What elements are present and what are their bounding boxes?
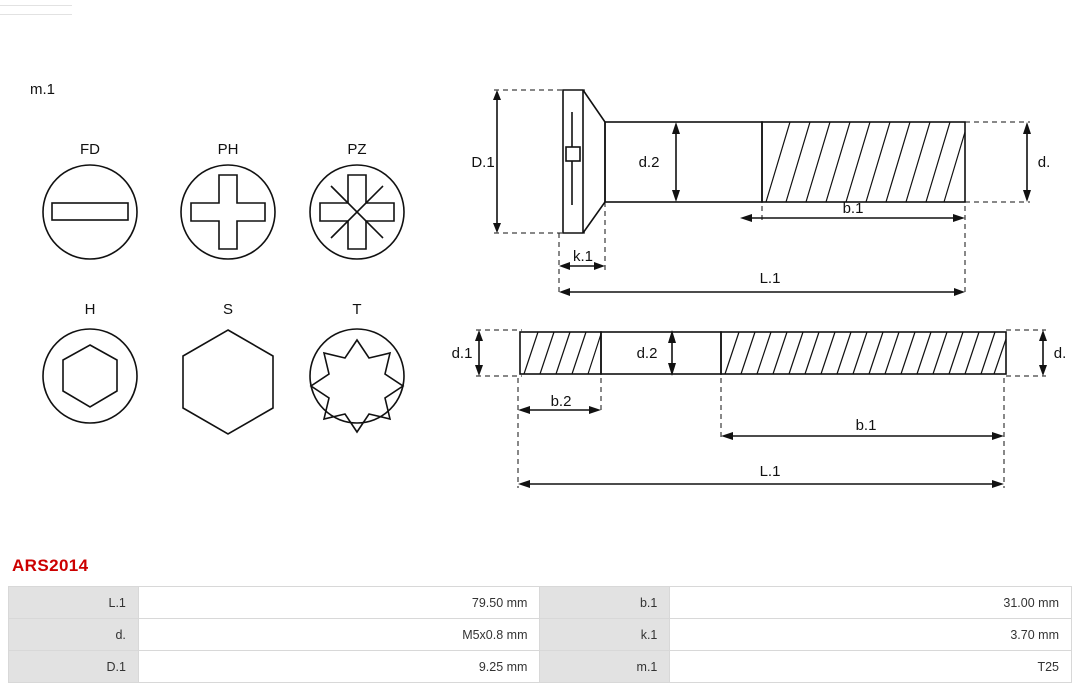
drive-code-t: T	[352, 301, 362, 318]
dim-L1-stud: L.1	[759, 463, 781, 480]
dim-k1-screw: k.1	[572, 248, 594, 265]
table-row	[9, 651, 1072, 683]
spec-value: 9.25 mm	[138, 651, 540, 683]
spec-value: 79.50 mm	[138, 587, 540, 619]
dim-b1-stud: b.1	[855, 417, 877, 434]
drive-code-h: H	[84, 301, 96, 318]
slotted-drive-icon	[43, 165, 137, 259]
dim-d-screw: d.	[1037, 154, 1051, 171]
table-row	[9, 619, 1072, 651]
drive-code-s: S	[222, 301, 234, 318]
part-number: ARS2014	[12, 556, 89, 575]
dim-d2-screw: d.2	[638, 154, 660, 171]
hex-socket-drive-icon	[43, 329, 137, 423]
spec-key: D.1	[9, 651, 139, 683]
spec-key: d.	[9, 619, 139, 651]
spec-value: T25	[670, 651, 1072, 683]
spec-key: b.1	[540, 587, 670, 619]
countersunk-screw-drawing	[471, 90, 1050, 296]
phillips-drive-icon	[181, 165, 275, 259]
dim-L1-screw: L.1	[759, 270, 781, 287]
spec-value: 31.00 mm	[670, 587, 1072, 619]
spec-key: L.1	[9, 587, 139, 619]
torx-drive-icon	[310, 329, 404, 432]
spec-value: 3.70 mm	[670, 619, 1072, 651]
spec-key: m.1	[540, 651, 670, 683]
dim-d1-stud: d.1	[451, 345, 473, 362]
dim-b2-stud: b.2	[550, 393, 572, 410]
pozidriv-drive-icon	[310, 165, 404, 259]
m1-label: m.1	[30, 81, 56, 98]
spec-value: M5x0.8 mm	[138, 619, 540, 651]
table-row	[9, 587, 1072, 619]
dim-d-stud: d.	[1053, 345, 1067, 362]
hex-head-drive-icon	[183, 330, 273, 434]
spec-key: k.1	[540, 619, 670, 651]
dim-D1-screw: D.1	[471, 154, 495, 171]
stud-drawing	[452, 330, 1067, 488]
specifications-table	[8, 586, 1072, 683]
drive-code-pz: PZ	[347, 141, 367, 158]
dim-d2-stud: d.2	[636, 345, 658, 362]
drive-code-ph: PH	[217, 141, 239, 158]
drive-code-fd: FD	[80, 141, 100, 158]
dim-b1-screw: b.1	[842, 200, 864, 217]
